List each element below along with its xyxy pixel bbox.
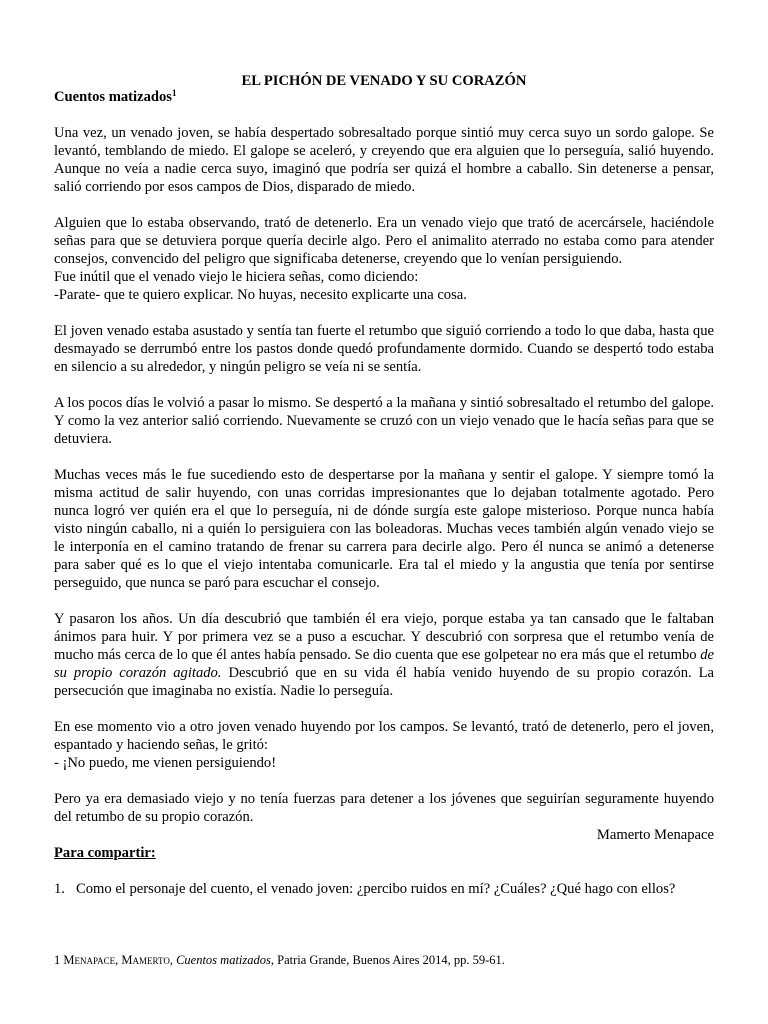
paragraph-1: Una vez, un venado joven, se había despertado sobresaltado porque sintió muy cerca suyo un sordo galope. Se levantó, temblando de miedo. El galope se aceleró, y creyendo que era alguien que lo perseguía, salió huyendo. Aunque no veía a nadie cerca suyo, imaginó que podría ser quizá el hombre a caballo. Sin detenerse a pensar, salió corriendo por esos campos de Dios, disparado de miedo. (54, 125, 714, 195)
footnote-work: Cuentos matizados, (176, 953, 275, 967)
paragraph-6-part-a: Y pasaron los años. Un día descubrió que también él era viejo, porque estaba ya tan cansado que le faltaban ánimos para huir. Y por primera vez se a puso a escuchar. Y descubrió con sorpresa que el retumbo venía de mucho más cerca de lo que él antes había pensado. Se dio cuenta que ese golpetear no era más que el retumbo (54, 611, 714, 663)
footnote-reference[interactable]: 1 (171, 88, 177, 98)
question-item (54, 880, 714, 898)
question-number: 1. (54, 881, 65, 897)
paragraph-7b: - ¡No puedo, me vienen persiguiendo! (54, 755, 277, 771)
paragraph-2: Alguien que lo estaba observando, trató de detenerlo. Era un venado viejo que trató de acercársele, haciéndole señas para que se detuviera porque quería decirle algo. Pero el animalito aterrado no estaba como para atender consejos, convencido del peligro que significaba detenerse, creyendo que lo venían persiguiendo. (54, 215, 714, 267)
subtitle-text: Cuentos matizados (54, 89, 172, 105)
book-subtitle (54, 88, 714, 106)
document-body (54, 72, 714, 898)
paragraph-6 (54, 610, 714, 700)
footnote (54, 952, 505, 968)
paragraph-2c: -Parate- que te quiero explicar. No huyas, necesito explicarte una cosa. (54, 287, 467, 303)
paragraph-3: El joven venado estaba asustado y sentía tan fuerte el retumbo que siguió corriendo a todo lo que daba, hasta que desmayado se derrumbó entre los pastos donde quedó profundamente dormido. Cuando se despertó todo estaba en silencio a su alrededor, y ningún peligro se veía ni se sentía. (54, 323, 714, 375)
paragraph-6-part-b: Descubrió que en su vida él había venido huyendo de su propio corazón. La persecución que imaginaba no existía. Nadie lo perseguía. (54, 665, 714, 699)
question-text: Como el personaje del cuento, el venado joven: ¿percibo ruidos en mí? ¿Cuáles? ¿Qué hago con ellos? (76, 881, 676, 897)
paragraph-6-emphasis: de su propio corazón agitado. (54, 647, 714, 681)
footnote-author: Menapace, Mamerto, (63, 953, 173, 967)
paragraph-2b: Fue inútil que el venado viejo le hiciera señas, como diciendo: (54, 269, 419, 285)
footnote-number: 1 (54, 953, 61, 967)
author-signature: Mamerto Menapace (596, 827, 714, 843)
story-title: EL PICHÓN DE VENADO Y SU CORAZÓN (241, 73, 527, 89)
paragraph-7: En ese momento vio a otro joven venado huyendo por los campos. Se levantó, trató de detenerlo, pero el joven, espantado y haciendo señas, le gritó: (54, 719, 714, 753)
footnote-details: Patria Grande, Buenos Aires 2014, pp. 59-61. (274, 953, 505, 967)
share-heading: Para compartir: (54, 845, 156, 861)
paragraph-5: Muchas veces más le fue sucediendo esto de despertarse por la mañana y sentir el galope. Y siempre tomó la misma actitud de salir huyendo, con unas corridas impresionantes que lo dejaban totalmente agotado. Pero nunca logró ver quién era el que lo perseguía, ni de dónde surgía este galope misterioso. Porque nunca había visto ningún caballo, ni a quién lo persiguiera con las boleadoras. Muchas veces también algún venado viejo se le interponía en el camino tratando de frenar su carrera para decirle algo. Pero él nunca se animó a detenerse para saber qué es lo que el viejo intentaba comunicarle. Era tal el miedo y la angustia que tenía por sentirse perseguido, que nunca se paró para escuchar el consejo. (54, 467, 714, 591)
paragraph-8: Pero ya era demasiado viejo y no tenía fuerzas para detener a los jóvenes que seguirían seguramente huyendo del retumbo de su propio corazón. (54, 791, 714, 825)
paragraph-4: A los pocos días le volvió a pasar lo mismo. Se despertó a la mañana y sintió sobresaltado el retumbo del galope. Y como la vez anterior salió corriendo. Nuevamente se cruzó con un viejo venado que le hacía señas para que se detuviera. (54, 395, 714, 447)
